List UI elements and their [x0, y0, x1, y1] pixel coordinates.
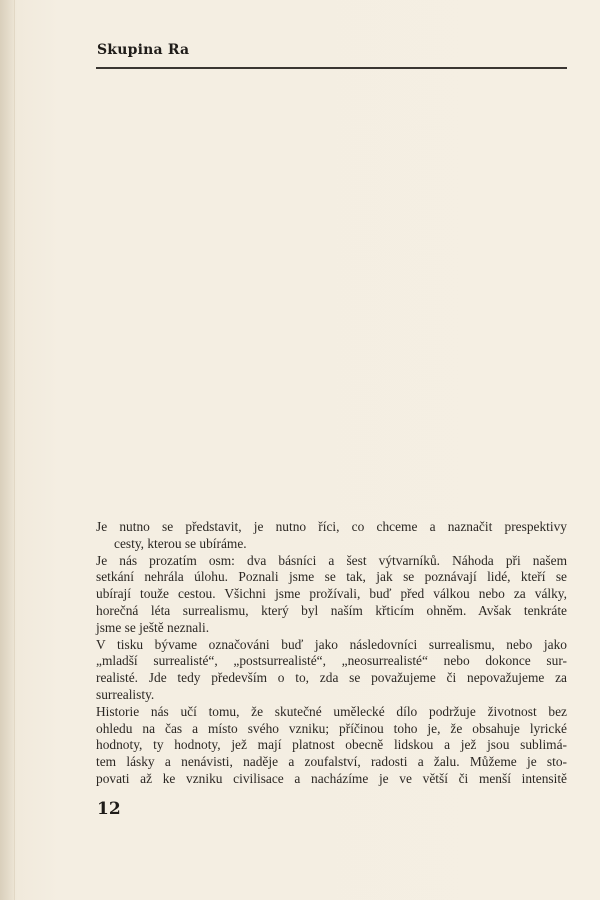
text-line: povati až ke vzniku civilisace a nacházíme je ve větší či menší intensitě — [96, 770, 567, 786]
text-line: realisté. Jde tedy především o to, zda se považujeme či nepovažujeme za — [96, 670, 567, 686]
text-line: ubírají touže cestou. Všichni jsme prožívali, buď před válkou nebo za války, — [96, 586, 567, 602]
text-line: surrealisty. — [96, 686, 155, 702]
text-line: tem lásky a nenávisti, naděje a zoufalství, radosti a žalu. Můžeme je sto- — [96, 754, 567, 770]
text-line: V tisku bývame označováni buď jako následovníci surrealismu, nebo jako — [96, 636, 567, 652]
text-line: jsme se ještě neznali. — [96, 619, 210, 635]
running-header-title: Skupina Ra — [97, 42, 190, 58]
text-line: Historie nás učí tomu, že skutečné umělecké dílo podržuje životnost bez — [96, 703, 567, 719]
page-number: 12 — [97, 799, 121, 819]
text-line: horečná léta surrealismu, který byl naším křticím ohněm. Avšak tenkráte — [96, 602, 567, 618]
text-line: hodnoty, ty hodnoty, jež mají platnost obecně lidskou a jež jsou sublimá- — [96, 737, 567, 753]
body-text — [96, 519, 567, 788]
text-line: Je nás prozatím osm: dva básníci a šest výtvarníků. Náhoda při našem — [96, 552, 567, 568]
text-line: ohledu na čas a místo svého vzniku; příčinou toho je, že obsahuje lyrické — [96, 720, 567, 736]
text-line: setkání nehrála úlohu. Poznali jsme se tak, jak se poznávají lidé, kteří se — [96, 569, 567, 585]
text-line: cesty, kterou se ubíráme. — [114, 535, 247, 551]
page-edge-line — [14, 0, 15, 900]
text-line: „mladší surrealisté“, „postsurrealisté“, „neosurrealisté“ nebo dokonce sur- — [96, 653, 567, 669]
page-binding-edge — [0, 0, 14, 900]
header-rule — [96, 67, 567, 69]
text-line: Je nutno se představit, je nutno říci, co chceme a naznačit prespektivy — [96, 519, 567, 534]
